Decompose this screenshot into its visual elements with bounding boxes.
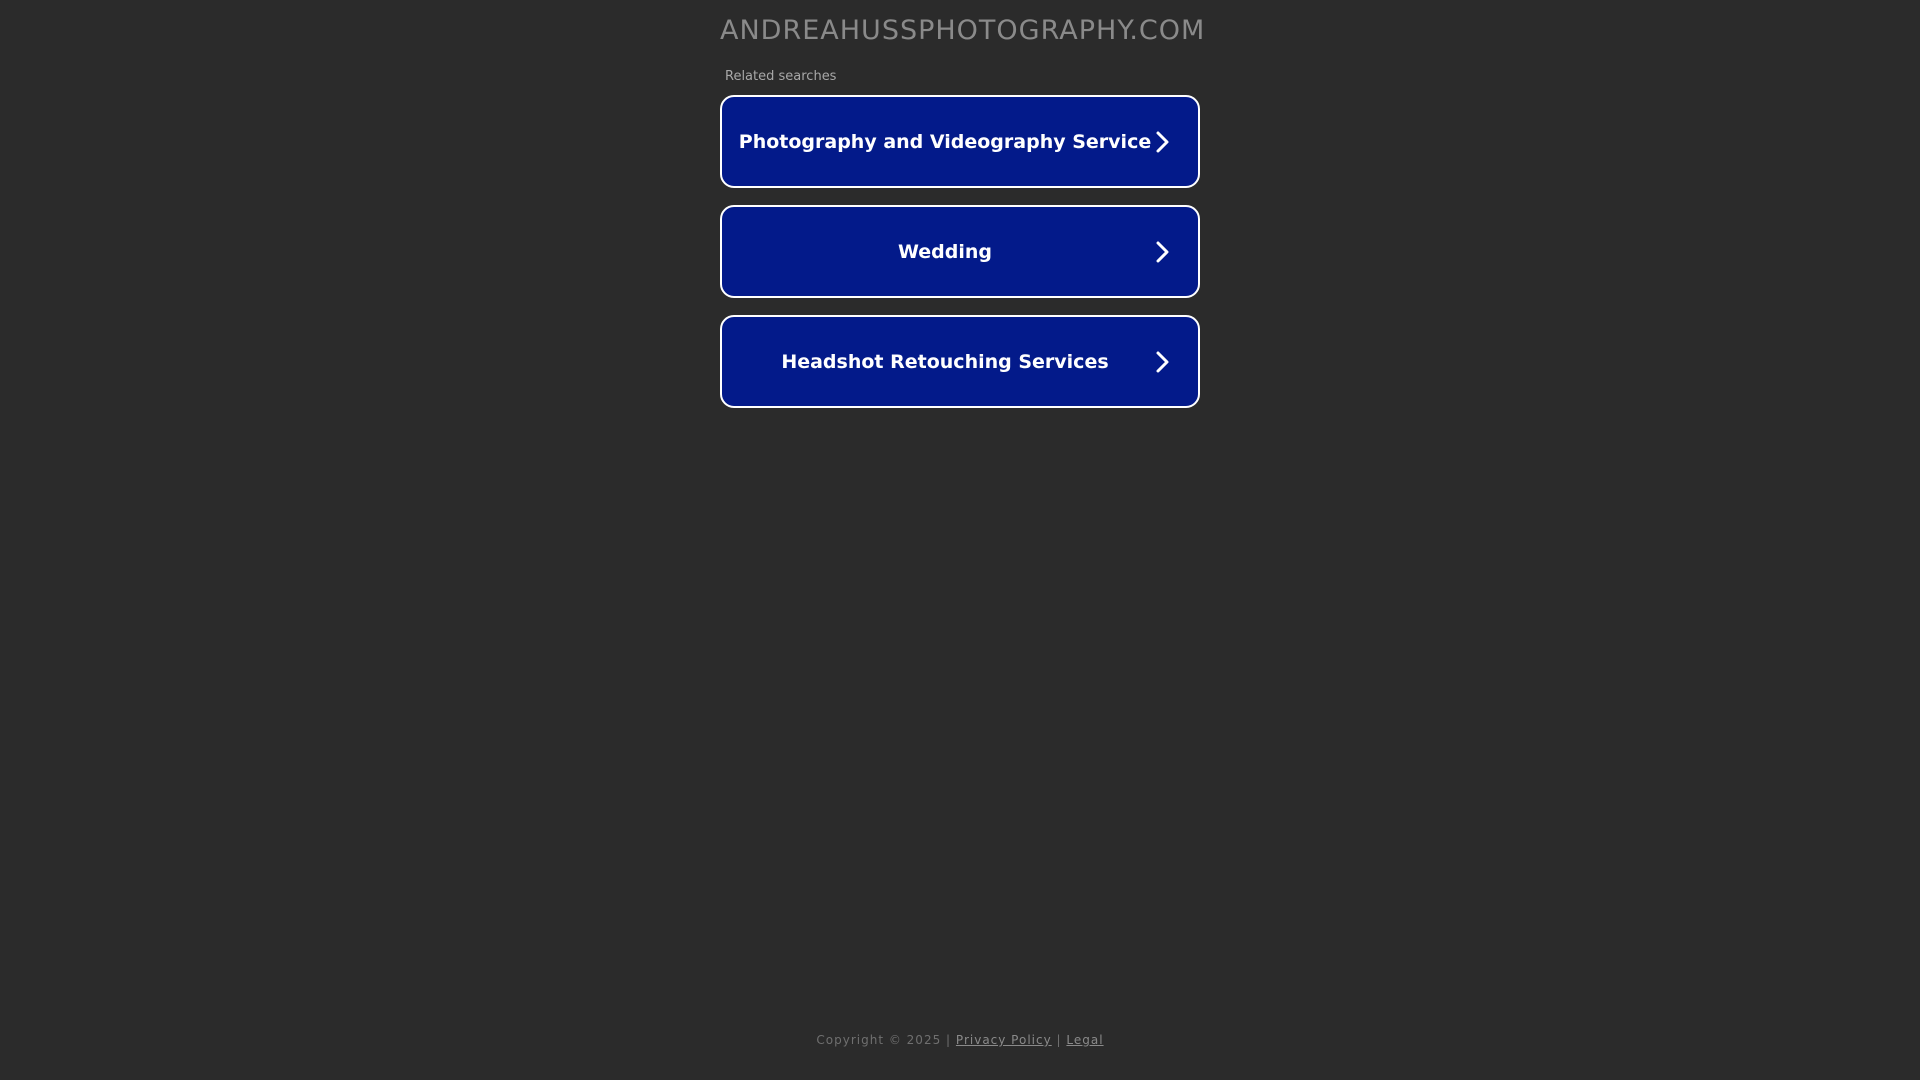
related-searches-list [720, 95, 1200, 408]
copyright-text: Copyright © 2025 [816, 1033, 942, 1047]
privacy-policy-link[interactable]: Privacy Policy [955, 1033, 1052, 1047]
related-search-label: Wedding [897, 240, 992, 263]
footer-separator: | [1056, 1033, 1062, 1047]
related-searches-label: Related searches [725, 69, 837, 84]
domain-title: ANDREAHUSSPHOTOGRAPHY.COM [720, 15, 1206, 46]
related-search-label: Photography and Videography Service [738, 130, 1152, 153]
legal-link[interactable]: Legal [1066, 1033, 1104, 1047]
related-search-link-photography[interactable] [720, 95, 1200, 188]
related-search-link-headshot[interactable] [720, 315, 1200, 408]
footer-separator: | [946, 1033, 952, 1047]
chevron-right-icon [1152, 130, 1172, 154]
related-search-label: Headshot Retouching Services [781, 350, 1109, 373]
related-search-link-wedding[interactable] [720, 205, 1200, 298]
main-content [720, 0, 1206, 425]
chevron-right-icon [1152, 240, 1172, 264]
footer [0, 1032, 1920, 1048]
chevron-right-icon [1152, 350, 1172, 374]
